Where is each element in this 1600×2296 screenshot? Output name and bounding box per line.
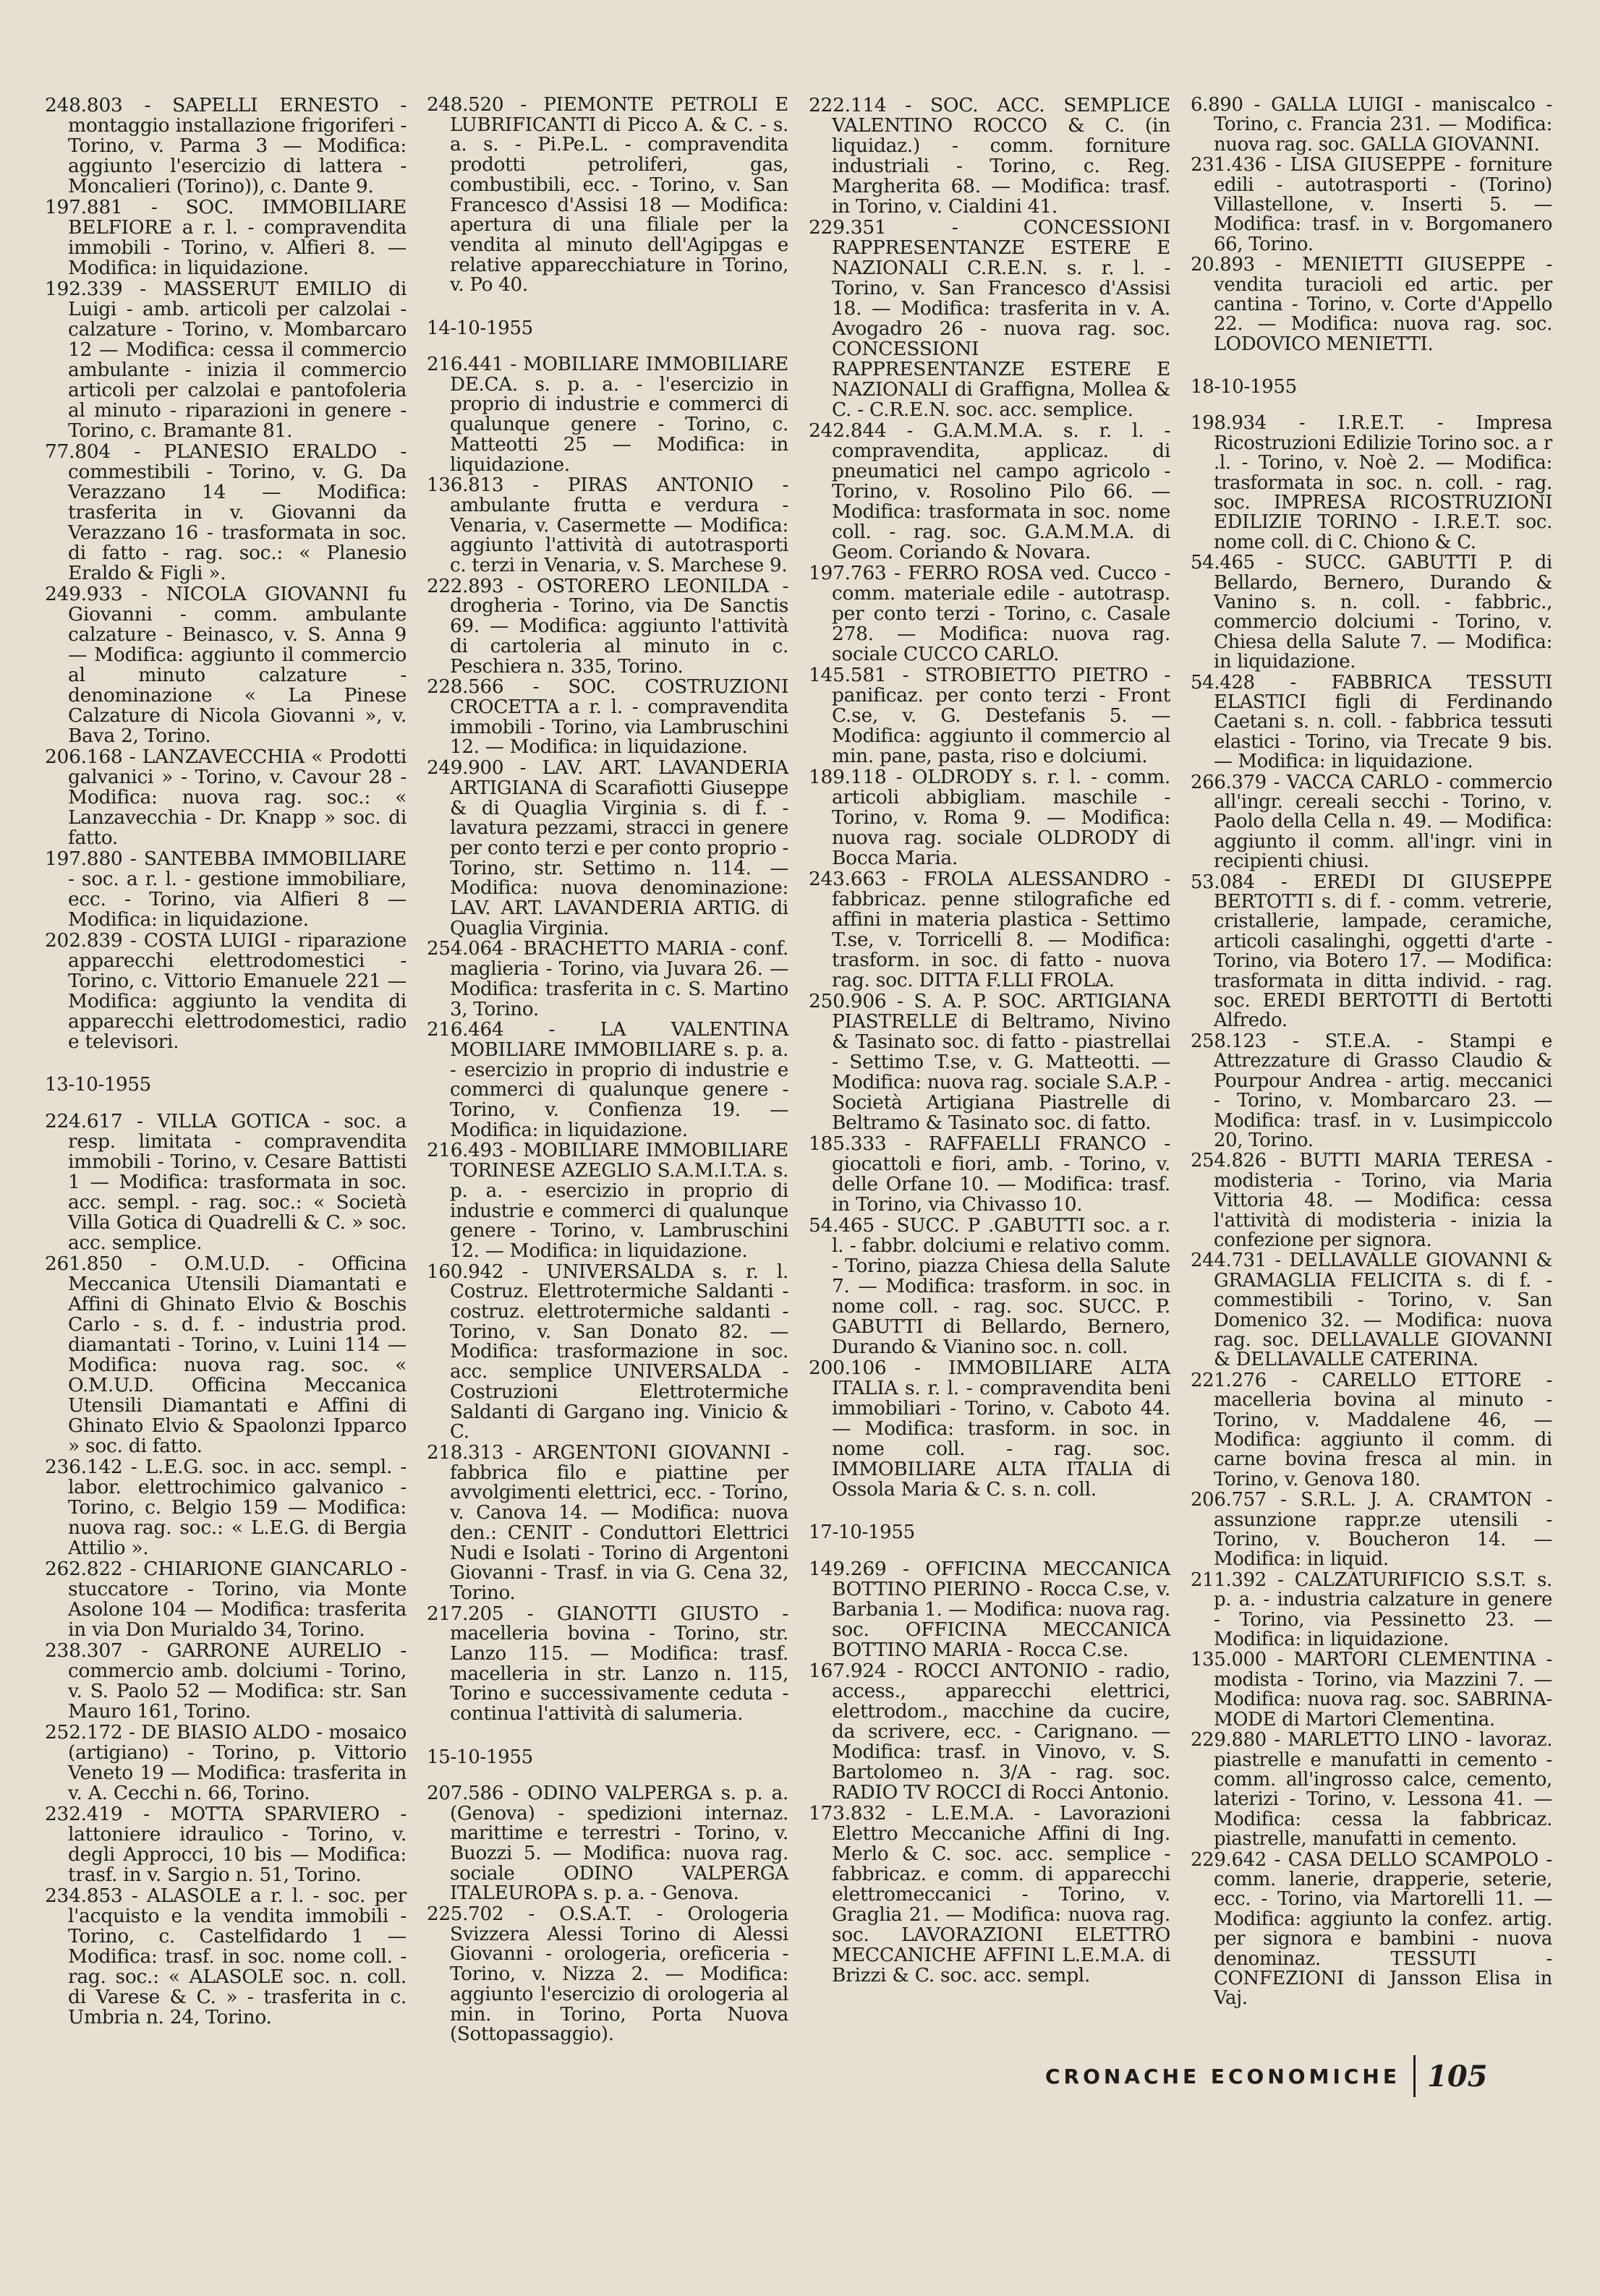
date-heading: 13-10-1955 (45, 1074, 151, 1096)
register-entry: 234.853 - ALASOLE a r. l. - soc. per l'acquisto e la vendita immobili - Torino, c. Castelfidardo 1 — Modifica: trasf. in soc. nome coll. - rag. soc.: « ALASOLE soc. n. coll. di Varese & C. » - trasferita in c. Umbria n. 24, Torino. (45, 1885, 407, 2028)
date-heading: 15-10-1955 (427, 1746, 533, 1768)
register-entry: 202.839 - COSTA LUIGI - riparazione apparecchi elettrodomestici - Torino, c. Vittorio Emanuele 221 — Modifica: aggiunto la vendita di apparecchi elettrodomestici, radio e televisori. (45, 929, 407, 1053)
register-entry: 254.064 - BRACHETTO MARIA - conf. maglieria - Torino, via Juvara 26. — Modifica: trasferita in c. S. Martino 3, Torino. (427, 938, 788, 1020)
register-entry: 216.493 - MOBILIARE IMMOBILIARE TORINESE AZEGLIO S.A.M.I.T.A. s. p. a. - esercizio in proprio di industrie e commerci di qualunque genere - Torino, v. Lambruschini 12. — Modifica: in liquidazione. (427, 1140, 788, 1262)
register-entry: 225.702 - O.S.A.T. - Orologeria Svizzera Alessi Torino di Alessi Giovanni - orologeria, oreficeria - Torino, v. Nizza 2. — Modifica: aggiunto l'esercizio di orologeria al min. in Torino, Porta Nuova (Sottopassaggio). (427, 1903, 788, 2046)
register-entry: 236.142 - L.E.G. soc. in acc. sempl. - labor. elettrochimico galvanico - Torino, c. Belgio 159 — Modifica: nuova rag. soc.: « L.E.G. di Bergia Attilio ». (45, 1456, 407, 1559)
register-entry: 197.880 - SANTEBBA IMMOBILIARE - soc. a r. l. - gestione immobiliare, ecc. - Torino, via Alfieri 8 — Modifica: in liquidazione. (45, 848, 407, 931)
register-entry: 248.803 - SAPELLI ERNESTO - montaggio installazione frigoriferi - Torino, v. Parma 3 — Modifica: aggiunto l'esercizio di lattera - Moncalieri (Torino)), c. Dante 9. (45, 94, 407, 197)
footer-divider (1413, 2055, 1416, 2097)
register-entry: 173.832 - L.E.M.A. - Lavorazioni Elettro Meccaniche Affini di Ing. Merlo & C. soc. acc. semplice - fabbricaz. e comm. di apparecchi elettromeccanici - Torino, v. Graglia 21. — Modifica: nuova rag. soc. LAVORAZIONI ELETTRO MECCANICHE AFFINI L.E.M.A. di Brizzi & C. soc. acc. sempl. (809, 1802, 1170, 1986)
register-entry: 185.333 - RAFFAELLI FRANCO - giocattoli e fiori, amb. - Torino, v. delle Orfane 10. — Modifica: trasf. in Torino, via Chivasso 10. (809, 1132, 1170, 1216)
register-entry: 217.205 - GIANOTTI GIUSTO - macelleria bovina - Torino, str. Lanzo 115. — Modifica: trasf. macelleria in str. Lanzo n. 115, Torino e successivamente ceduta - continua l'attività di salumeria. (427, 1602, 788, 1725)
register-entry: 248.520 - PIEMONTE PETROLI E LUBRIFICANTI di Picco A. & C. - s. a. s. - Pi.Pe.L. - compravendita prodotti petroliferi, gas, combustibili, ecc. - Torino, v. San Francesco d'Assisi 18 — Modifica: apertura di una filiale per la vendita al minuto dell'Agipgas e relative apparecchiature in Torino, v. Po 40. (427, 94, 788, 296)
register-entry: 222.893 - OSTORERO LEONILDA - drogheria - Torino, via De Sanctis 69. — Modifica: aggiunto l'attività di cartoleria al minuto in c. Peschiera n. 335, Torino. (427, 575, 788, 678)
publication-title: CRONACHE ECONOMICHE (1045, 2064, 1400, 2088)
register-entry: 160.942 - UNIVERSALDA s. r. l. Costruz. Elettrotermiche Saldanti - costruz. elettrotermiche saldanti - Torino, v. San Donato 82. — Modifica: trasformazione in soc. acc. semplice UNIVERSALDA - Costruzioni Elettrotermiche Saldanti di Gargano ing. Vinicio & C. (427, 1260, 788, 1443)
register-entry: 261.850 - O.M.U.D. - Officina Meccanica Utensili Diamantati e Affini di Ghinato Elvio & Boschis Carlo - s. d. f. - industria prod. diamantati - Torino, v. Luini 114 — Modifica: nuova rag. soc. « O.M.U.D. Officina Meccanica Utensili Diamantati e Affini di Ghinato Elvio & Spaolonzi Ipparco » soc. di fatto. (45, 1252, 407, 1457)
register-entry: 244.731 - DELLAVALLE GIOVANNI & GRAMAGLIA FELICITA s. di f. - commestibili - Torino, v. San Domenico 32. — Modifica: nuova rag. soc. DELLAVALLE GIOVANNI & DELLAVALLE CATERINA. (1191, 1250, 1552, 1371)
column-1 (45, 95, 407, 2028)
register-entry: 54.465 - SUCC. GABUTTI P. di Bellardo, Bernero, Durando & Vanino s. n. coll. - fabbric., commercio dolciumi - Torino, v. Chiesa della Salute 7. — Modifica: in liquidazione. (1191, 552, 1552, 673)
register-entry: 266.379 - VACCA CARLO - commercio all'ingr. cereali secchi - Torino, v. Paolo della Cella n. 49. — Modifica: aggiunto il comm. all'ingr. vini in recipienti chiusi. (1191, 771, 1552, 873)
register-entry: 229.642 - CASA DELLO SCAMPOLO - comm. lanerie, drapperie, seterie, ecc. - Torino, via Martorelli 11. — Modifica: aggiunto la confez. artig. per signora e bambini - nuova denominaz. TESSUTI - CONFEZIONI di Jansson Elisa in Vaj. (1191, 1848, 1552, 2010)
register-entry: 54.465 - SUCC. P .GABUTTI soc. a r. l. - fabbr. dolciumi e relativo comm. - Torino, piazza Chiesa della Salute 7. — Modifica: trasform. in soc. in nome coll. - rag. soc. SUCC. P. GABUTTI di Bellardo, Bernero, Durando & Vianino soc. n. coll. (809, 1214, 1170, 1358)
register-entry: 216.464 - LA VALENTINA MOBILIARE IMMOBILIARE s. p. a. - esercizio in proprio di industrie e commerci di qualunque genere - Torino, v. Confienza 19. — Modifica: in liquidazione. (427, 1019, 788, 1141)
register-entry: 249.933 - NICOLA GIOVANNI fu Giovanni - comm. ambulante calzature - Beinasco, v. S. Anna 9 — Modifica: aggiunto il commercio al minuto calzature - denominazione « La Pinese Calzature di Nicola Giovanni », v. Bava 2, Torino. (45, 583, 407, 747)
register-entry: 145.581 - STROBIETTO PIETRO - panificaz. per conto terzi - Front C.se, v. G. Destefanis 5. — Modifica: aggiunto il commercio al min. pane, pasta, riso e dolciumi. (809, 664, 1170, 767)
register-entry: 198.934 - I.R.E.T. - Impresa Ricostruzioni Edilizie Torino soc. a r .l. - Torino, v. Noè 2. — Modifica: trasformata in soc. n. coll. - rag. soc. IMPRESA RICOSTRUZIONI EDILIZIE TORINO - I.R.E.T. soc. nome coll. di C. Chiono & C. (1191, 412, 1552, 553)
register-entry: 6.890 - GALLA LUIGI - maniscalco - Torino, c. Francia 231. — Modifica: nuova rag. soc. GALLA GIOVANNI. (1191, 94, 1552, 155)
register-entry: 232.419 - MOTTA SPARVIERO - lattoniere idraulico - Torino, v. degli Approcci, 10 bis — Modifica: trasf. in v. Sargio n. 51, Torino. (45, 1803, 407, 1886)
date-heading: 17-10-1955 (809, 1522, 915, 1543)
register-entry: 228.566 - SOC. COSTRUZIONI CROCETTA a r. l. - compravendita immobili - Torino, via Lambruschini 12. — Modifica: in liquidazione. (427, 676, 788, 759)
register-entry: 254.826 - BUTTI MARIA TERESA - modisteria - Torino, via Maria Vittoria 48. — Modifica: cessa l'attività di modisteria - inizia la confezione per signora. (1191, 1150, 1552, 1251)
date-heading: 14-10-1955 (427, 317, 533, 340)
register-entry: 242.844 - G.A.M.M.A. s. r. l. - compravendita, applicaz. di pneumatici nel campo agricolo - Torino, v. Rosolino Pilo 66. — Modifica: trasformata in soc. nome coll. - rag. soc. G.A.M.M.A. di Geom. Coriando & Novara. (809, 419, 1170, 563)
register-entry: 238.307 - GARRONE AURELIO - commercio amb. dolciumi - Torino, v. S. Paolo 52 — Modifica: str. San Mauro 161, Torino. (45, 1639, 407, 1723)
register-entry: 54.428 - FABBRICA TESSUTI ELASTICI figli di Ferdinando Caetani s. n. coll. - fabbrica tessuti elastici - Torino, via Trecate 9 bis. — Modifica: in liquidazione. (1191, 671, 1552, 773)
register-entry: 231.436 - LISA GIUSEPPE - forniture edili - autotrasporti - (Torino) Villastellone, v. Inserti 5. — Modifica: trasf. in v. Borgomanero 66, Torino. (1191, 154, 1552, 255)
column-2 (427, 95, 788, 2046)
register-entry: 229.880 - MARLETTO LINO - lavoraz. piastrelle e manufatti in cemento - comm. all'ingrosso calce, cemento, laterizi - Torino, v. Lessona 41. — Modifica: cessa la fabbricaz. piastrelle, manufatti in cemento. (1191, 1729, 1552, 1851)
register-entry: 189.118 - OLDRODY s. r. l. - comm. articoli abbigliam. maschile - Torino, v. Roma 9. — Modifica: nuova rag. sociale OLDRODY di Bocca Maria. (809, 766, 1170, 869)
register-entry: 249.900 - LAV. ART. LAVANDERIA ARTIGIANA di Scarafiotti Giuseppe & di Quaglia Virginia s. di f. - lavatura pezzami, stracci in genere per conto terzi e per conto proprio - Torino, str. Settimo n. 114. — Modifica: nuova denominazione: LAV. ART. LAVANDERIA ARTIG. di Quaglia Virginia. (427, 757, 788, 939)
register-entry: 252.172 - DE BIASIO ALDO - mosaico (artigiano) - Torino, p. Vittorio Veneto 19 — Modifica: trasferita in v. A. Cecchi n. 66, Torino. (45, 1721, 407, 1804)
register-entry: 192.339 - MASSERUT EMILIO di Luigi - amb. articoli per calzolai - calzature - Torino, v. Mombarcaro 12 — Modifica: cessa il commercio ambulante - inizia il commercio articoli per calzolai e pantofoleria al minuto - riparazioni in genere - Torino, c. Bramante 81. (45, 278, 407, 442)
register-entry: 211.392 - CALZATURIFICIO S.S.T. s. p. a. - industria calzature in genere - Torino, via Pessinetto 23. — Modifica: in liquidazione. (1191, 1569, 1552, 1651)
register-entry: 197.763 - FERRO ROSA ved. Cucco - comm. materiale edile - autotrasp. per conto terzi - Torino, c. Casale 278. — Modifica: nuova rag. sociale CUCCO CARLO. (809, 562, 1170, 665)
register-entry: 53.084 - EREDI DI GIUSEPPE BERTOTTI s. di f. - comm. vetrerie, cristallerie, lampade, ceramiche, articoli casalinghi, oggetti d'arte - Torino, via Botero 17. — Modifica: trasformata in ditta individ. - rag. soc. EREDI BERTOTTI di Bertotti Alfredo. (1191, 871, 1552, 1032)
register-entry: 20.893 - MENIETTI GIUSEPPE - vendita turacioli ed artic. per cantina - Torino, v. Corte d'Appello 22. — Modifica: nuova rag. soc. LODOVICO MENIETTI. (1191, 254, 1552, 355)
register-entry: 262.822 - CHIARIONE GIANCARLO - stuccatore - Torino, via Monte Asolone 104 — Modifica: trasferita in via Don Murialdo 34, Torino. (45, 1558, 407, 1641)
register-entry: 149.269 - OFFICINA MECCANICA BOTTINO PIERINO - Rocca C.se, v. Barbania 1. — Modifica: nuova rag. soc. OFFICINA MECCANICA BOTTINO MARIA - Rocca C.se. (809, 1558, 1170, 1661)
register-entry: 229.351 - CONCESSIONI RAPPRESENTANZE ESTERE E NAZIONALI C.R.E.N. s. r. l. - Torino, v. San Francesco d'Assisi 18. — Modifica: trasferita in v. A. Avogadro 26 - nuova rag. soc. CONCESSIONI RAPPRESENTANZE ESTERE E NAZIONALI di Graffigna, Mollea & C. - C.R.E.N. soc. acc. semplice. (809, 216, 1170, 421)
register-entry: 250.906 - S. A. P. SOC. ARTIGIANA PIASTRELLE di Beltramo, Nivino & Tasinato soc. di fatto - piastrellai - Settimo T.se, v. G. Matteotti. — Modifica: nuova rag. sociale S.A.P. - Società Artigiana Piastrelle di Beltramo & Tasinato soc. di fatto. (809, 990, 1170, 1134)
register-entry: 200.106 - IMMOBILIARE ALTA ITALIA s. r. l. - compravendita beni immobiliari - Torino, v. Caboto 44. — Modifica: trasform. in soc. in nome coll. - rag. soc. IMMOBILIARE ALTA ITALIA di Ossola Maria & C. s. n. coll. (809, 1357, 1170, 1501)
page-footer (1045, 2055, 1487, 2097)
register-entry: 222.114 - SOC. ACC. SEMPLICE VALENTINO ROCCO & C. (in liquidaz.) - comm. forniture industriali - Torino, c. Reg. Margherita 68. — Modifica: trasf. in Torino, v. Cialdini 41. (809, 94, 1170, 218)
column-3 (809, 95, 1170, 1986)
register-entry: 77.804 - PLANESIO ERALDO - commestibili - Torino, v. G. Da Verazzano 14 — Modifica: trasferita in v. Giovanni da Verazzano 16 - trasformata in soc. di fatto - rag. soc.: « Planesio Eraldo & Figli ». (45, 440, 407, 584)
register-entry: 207.586 - ODINO VALPERGA s. p. a. (Genova) - spedizioni internaz. marittime e terrestri - Torino, v. Buozzi 5. — Modifica: nuova rag. sociale ODINO VALPERGA ITALEUROPA s. p. a. - Genova. (427, 1782, 788, 1905)
register-entry: 218.313 - ARGENTONI GIOVANNI - fabbrica filo e piattine per avvolgimenti elettrici, ecc. - Torino, v. Canova 14. — Modifica: nuova den.: CENIT - Conduttori Elettrici Nudi e Isolati - Torino di Argentoni Giovanni - Trasf. in via G. Cena 32, Torino. (427, 1442, 788, 1604)
register-entry: 135.000 - MARTORI CLEMENTINA - modista - Torino, via Mazzini 7. — Modifica: nuova rag. soc. SABRINA-MODE di Martori Clementina. (1191, 1649, 1552, 1730)
register-entry: 243.663 - FROLA ALESSANDRO - fabbricaz. penne stilografiche ed affini in materia plastica - Settimo T.se, v. Torricelli 8. — Modifica: trasform. in soc. di fatto - nuova rag. soc. DITTA F.LLI FROLA. (809, 868, 1170, 991)
register-entry: 224.617 - VILLA GOTICA - soc. a resp. limitata - compravendita immobili - Torino, v. Cesare Battisti 1 — Modifica: trasformata in soc. acc. sempl. - rag. soc.: « Società Villa Gotica di Quadrelli & C. » soc. acc. semplice. (45, 1110, 407, 1254)
page-number: 105 (1426, 2059, 1488, 2094)
date-heading: 18-10-1955 (1191, 376, 1297, 398)
register-entry: 167.924 - ROCCI ANTONIO - radio, access., apparecchi elettrici, elettrodom., macchine da cucire, da scrivere, ecc. - Carignano. — Modifica: trasf. in Vinovo, v. S. Bartolomeo n. 3/A - rag. soc. RADIO TV ROCCI di Rocci Antonio. (809, 1660, 1170, 1804)
register-entry: 216.441 - MOBILIARE IMMOBILIARE DE.CA. s. p. a. - l'esercizio in proprio di industrie e commerci di qualunque genere - Torino, c. Matteotti 25 — Modifica: in liquidazione. (427, 354, 788, 476)
column-4 (1191, 95, 1552, 2010)
register-entry: 221.276 - CARELLO ETTORE - macelleria bovina al minuto - Torino, v. Maddalene 46, — Modifica: aggiunto il comm. di carne bovina fresca al min. in Torino, v. Genova 180. (1191, 1369, 1552, 1490)
register-entry: 136.813 - PIRAS ANTONIO - ambulante frutta e verdura - Venaria, v. Casermette — Modifica: aggiunto l'attività di autotrasporti c. terzi in Venaria, v. S. Marchese 9. (427, 474, 788, 577)
register-entry: 206.168 - LANZAVECCHIA « Prodotti galvanici » - Torino, v. Cavour 28 - Modifica: nuova rag. soc.: « Lanzavecchia - Dr. Knapp » soc. di fatto. (45, 746, 407, 849)
register-entry: 206.757 - S.R.L. J. A. CRAMTON - assunzione rappr.ze utensili - Torino, v. Boucheron 14. — Modifica: in liquid. (1191, 1489, 1552, 1571)
register-entry: 197.881 - SOC. IMMOBILIARE BELFIORE a r. l. - compravendita immobili - Torino, v. Alfieri 8. — Modifica: in liquidazione. (45, 196, 407, 279)
register-entry: 258.123 - ST.E.A. - Stampi e Attrezzature di Grasso Claudio & Pourpour Andrea - artig. meccanici - Torino, v. Mombarcaro 23. — Modifica: trasf. in v. Lusimpiccolo 20, Torino. (1191, 1030, 1552, 1151)
